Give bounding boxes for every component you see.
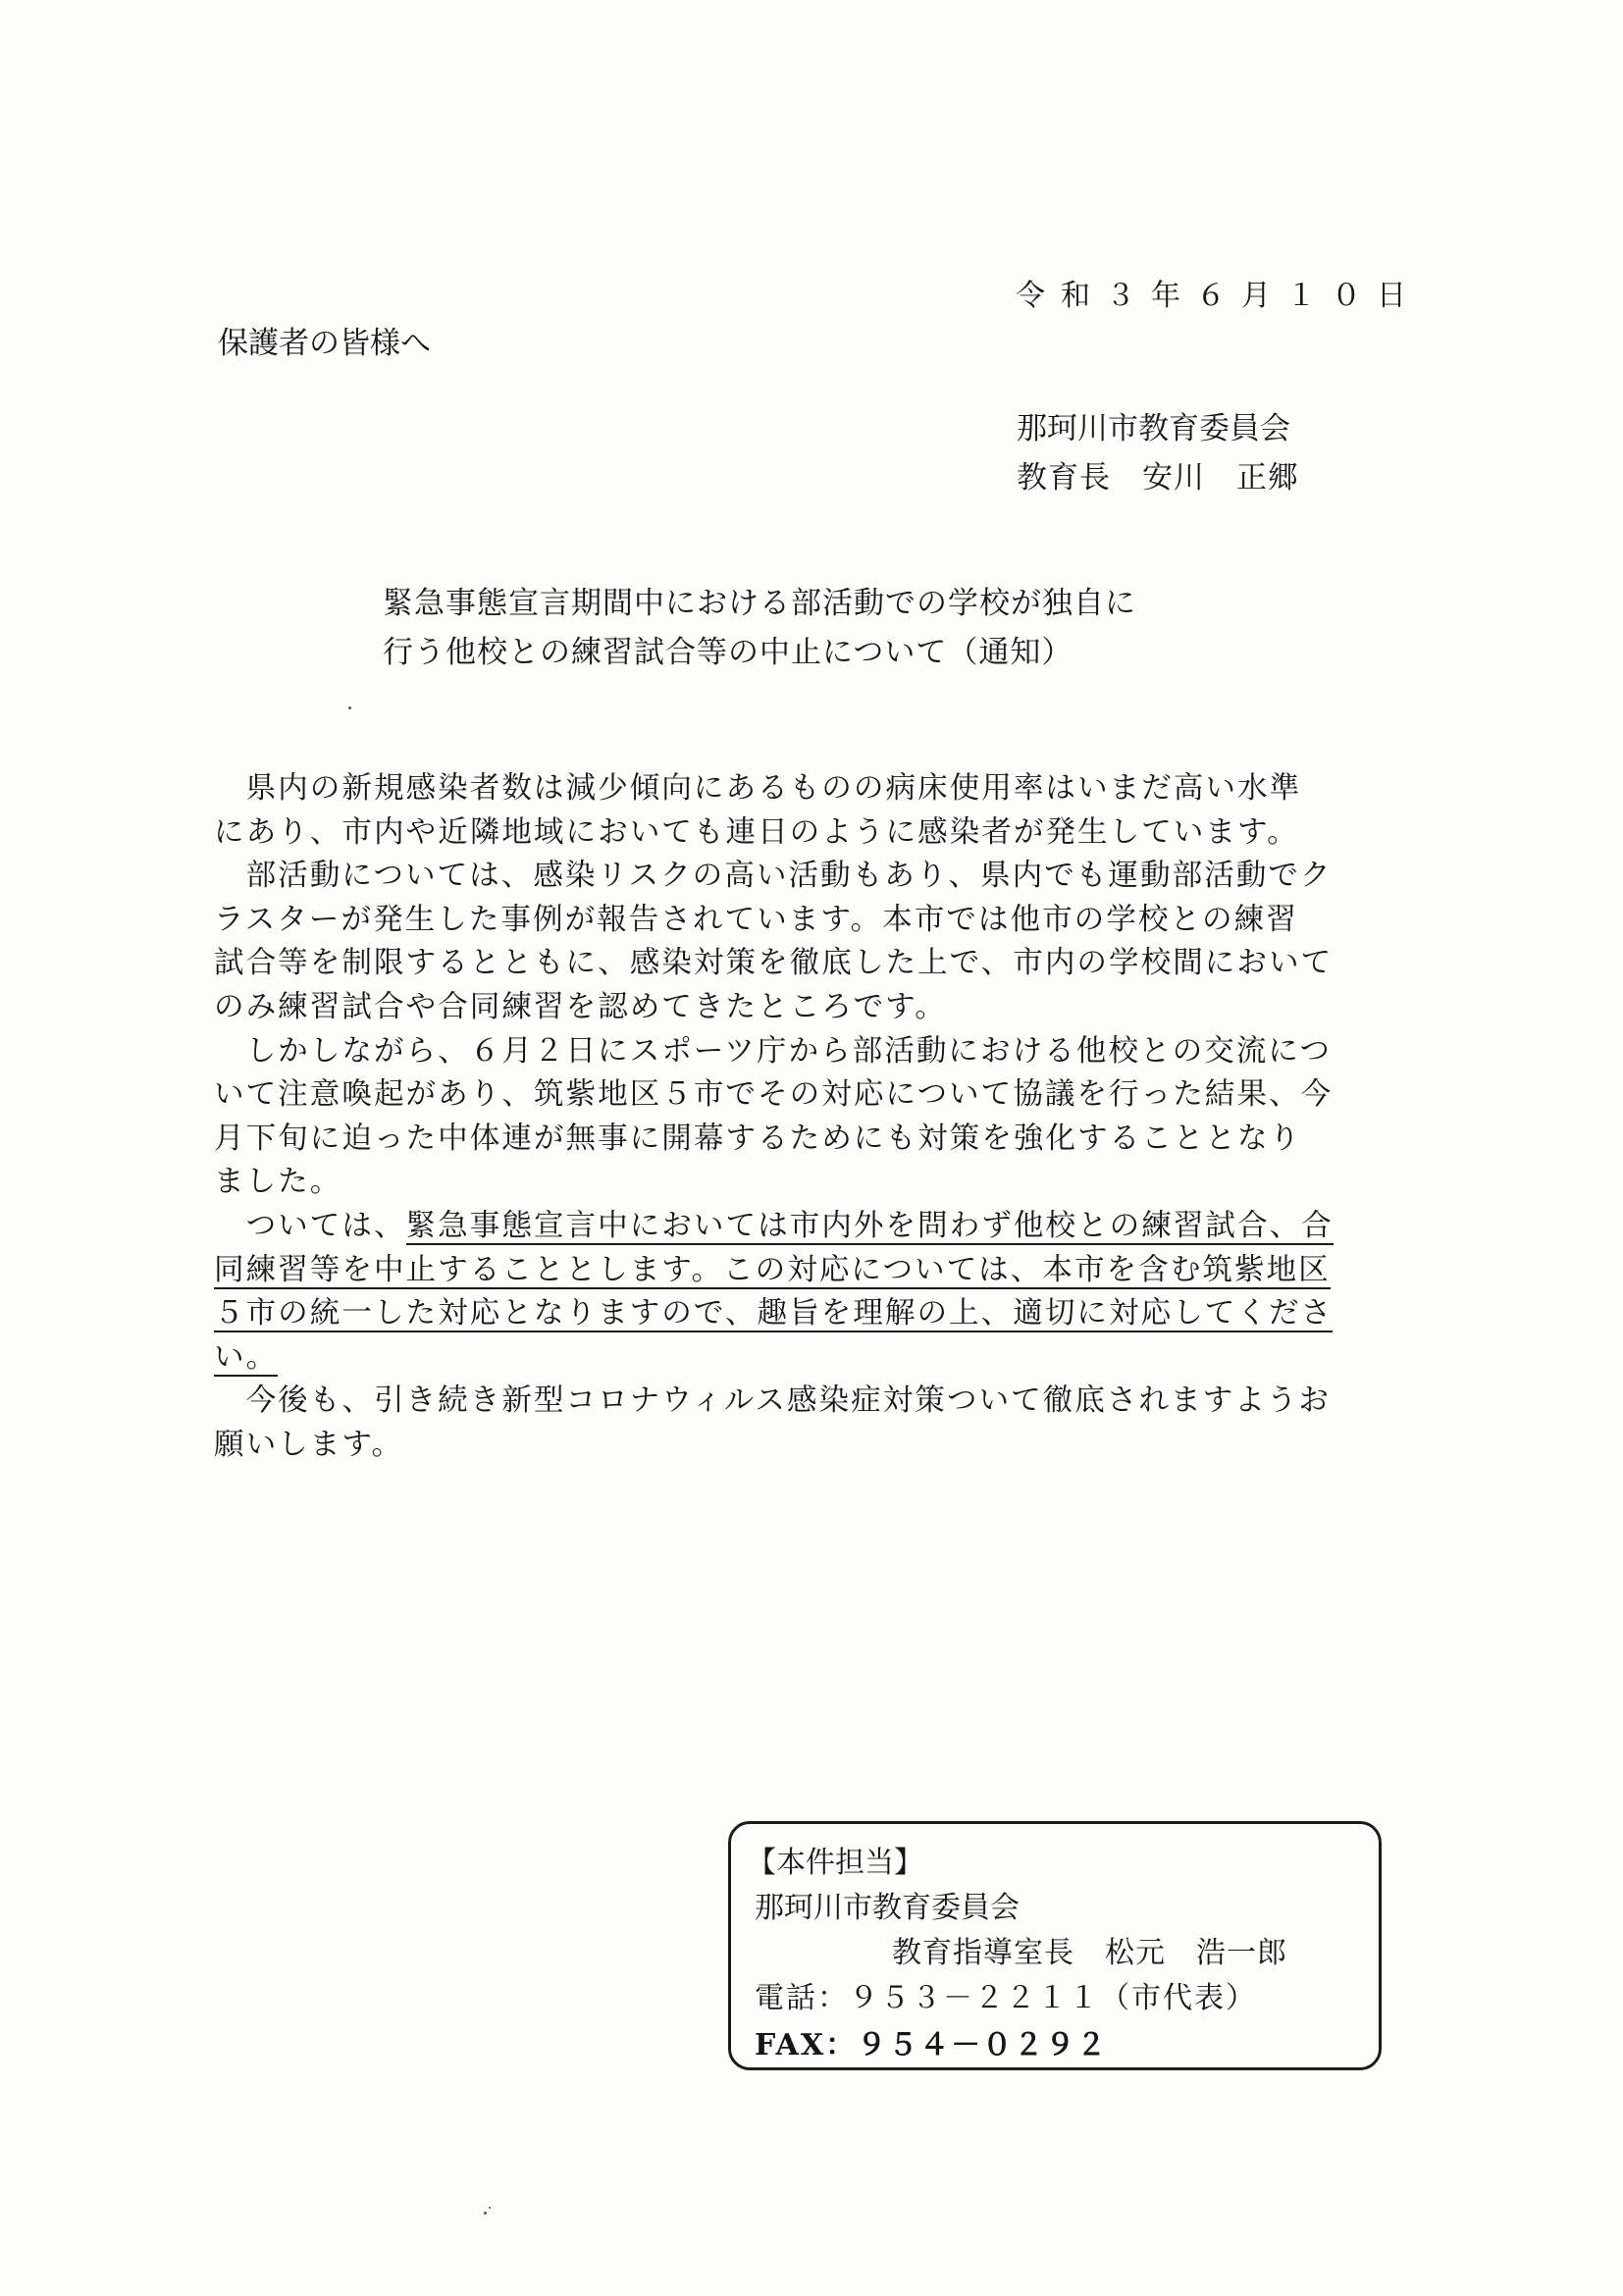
recipient: 保護者の皆様へ — [218, 326, 431, 361]
body-text: ついては、 — [245, 1208, 406, 1243]
body-line: のみ練習試合や合同練習を認めてきたところです。 — [214, 989, 947, 1024]
scan-speck — [484, 2212, 487, 2215]
body-text: 今後も、引き続き新型コロナウィルス感染症対策ついて徹底されますようお — [245, 1383, 1332, 1419]
contact-phone: 電話：９５３－２２１１（市代表） — [755, 1981, 1257, 2015]
body-line: にあり、市内や近隣地域においても連日のように感染者が発生しています。 — [214, 814, 1299, 850]
body-line: ました。 — [214, 1165, 342, 1200]
body-text: 部活動については、感染リスクの高い活動もあり、県内でも運動部活動でク — [245, 859, 1333, 894]
contact-box — [728, 1821, 1382, 2070]
subject-line-1: 緊急事態宣言期間中における部活動での学校が独自に — [383, 586, 1136, 621]
scan-speck — [348, 706, 351, 709]
body-line — [214, 767, 1391, 811]
body-line — [214, 1205, 1391, 1249]
body-line: いて注意喚起があり、筑紫地区５市でその対応について協議を行った結果、今 — [214, 1077, 1334, 1113]
document-body — [214, 767, 1391, 1468]
body-line: 月下旬に迫った中体連が無事に開幕するためにも対策を強化することとなり — [214, 1121, 1302, 1156]
contact-heading: 【本件担当】 — [747, 1846, 923, 1880]
body-text: 県内の新規感染者数は減少傾向にあるものの病床使用率はいまだ高い水準 — [245, 771, 1302, 806]
document-subject — [383, 579, 1136, 677]
underlined-text: 同練習等を中止することとします。この対応については、本市を含む筑紫地区 — [214, 1252, 1331, 1287]
scan-speck — [489, 2207, 491, 2209]
body-line: 願いします。 — [214, 1427, 404, 1462]
body-line — [214, 855, 1391, 899]
underlined-text: ５市の統一した対応となりますので、趣旨を理解の上、適切に対応してくださ — [214, 1296, 1334, 1331]
body-line: ラスターが発生した事例が報告されています。本市では他市の学校との練習 — [214, 902, 1298, 937]
body-line — [214, 1030, 1391, 1074]
body-line — [214, 1380, 1391, 1424]
body-text: しかしながら、６月２日にスポーツ庁から部活動における他校との交流につ — [245, 1033, 1332, 1069]
contact-fax: FAX：９５４－０２９２ — [755, 2028, 1109, 2062]
contact-organization: 那珂川市教育委員会 — [755, 1891, 1020, 1925]
body-line — [214, 1249, 1391, 1293]
subject-line-2: 行う他校との練習試合等の中止について（通知） — [383, 635, 1073, 670]
document-date: 令和３年６月１０日 — [1016, 279, 1422, 313]
underlined-text: 緊急事態宣言中においては市内外を問わず他校との練習試合、合 — [405, 1208, 1334, 1243]
body-line — [214, 1336, 1391, 1381]
sender-title-name: 教育長 安川 正郷 — [1017, 460, 1299, 496]
sender-block — [1017, 404, 1299, 502]
body-line: 試合等を制限するとともに、感染対策を徹底した上で、市内の学校間において — [214, 946, 1334, 981]
sender-organization: 那珂川市教育委員会 — [1017, 411, 1290, 446]
underlined-text: い。 — [214, 1339, 279, 1375]
contact-person: 教育指導室長 松元 浩一郎 — [892, 1936, 1287, 1970]
body-line — [214, 1292, 1391, 1336]
